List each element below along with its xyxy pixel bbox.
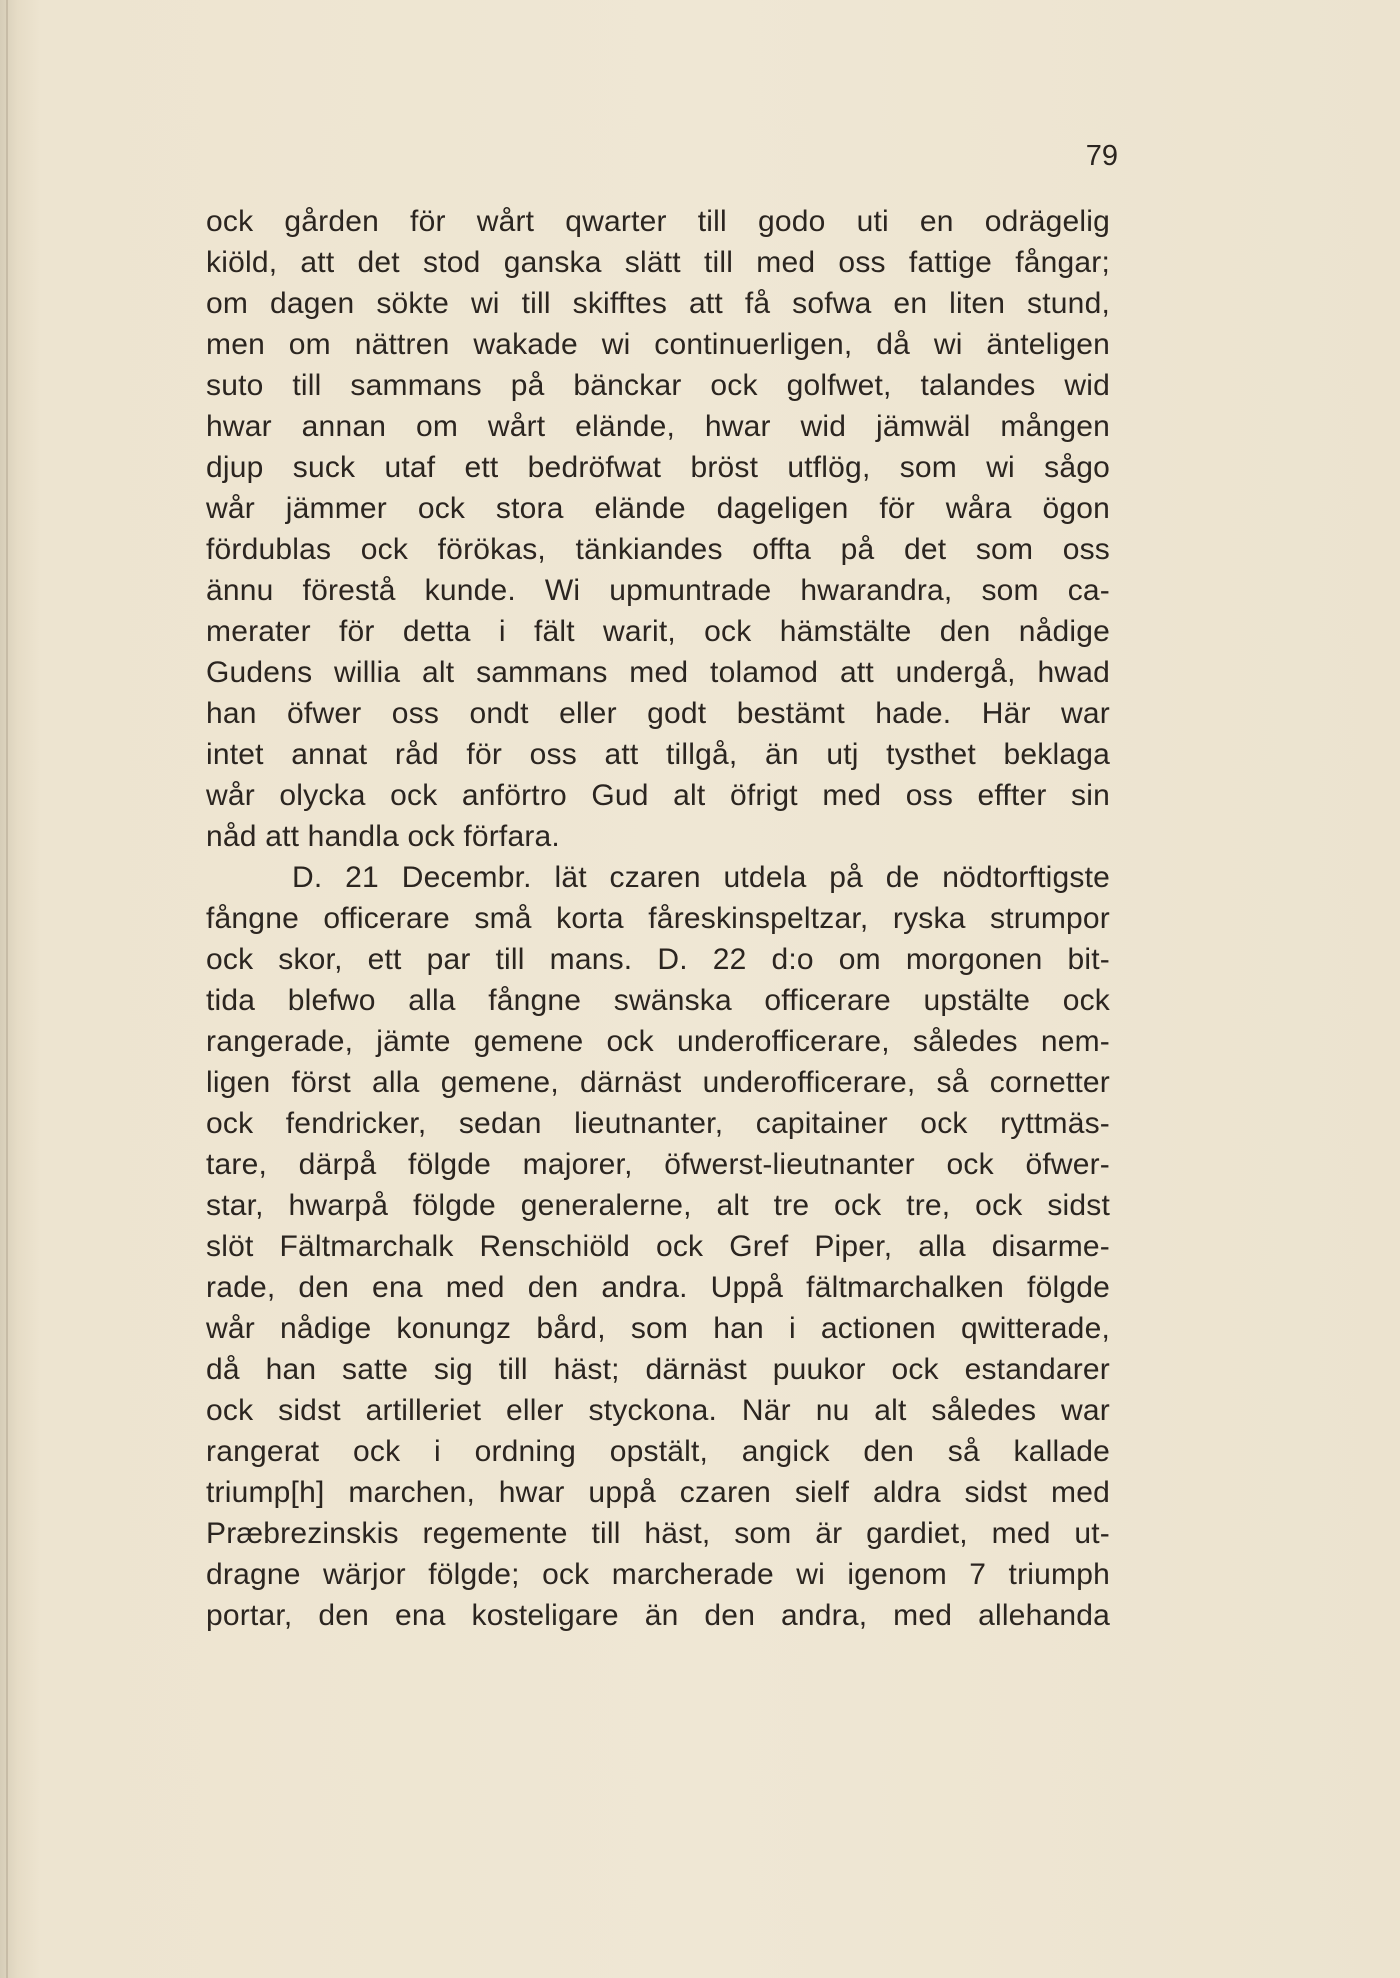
text-line: rangerade, jämte gemene ock underofficerare, således nem-: [206, 1025, 1110, 1058]
text-line: D. 21 Decembr. lät czaren utdela på de nödtorftigste: [292, 861, 1110, 894]
text-line: ännu förestå kunde. Wi upmuntrade hwarandra, som ca-: [206, 574, 1110, 607]
binding-edge: [6, 0, 8, 1978]
text-line: djup suck utaf ett bedröfwat bröst utflög, som wi sågo: [206, 451, 1110, 484]
text-line: kiöld, att det stod ganska slätt till med oss fattige fångar;: [206, 246, 1110, 279]
text-line: fördublas ock förökas, tänkiandes offta på det som oss: [206, 533, 1110, 566]
text-line: dragne wärjor fölgde; ock marcherade wi igenom 7 triumph: [206, 1558, 1110, 1591]
text-line: rade, den ena med den andra. Uppå fältmarchalken fölgde: [206, 1271, 1110, 1304]
text-line: men om nättren wakade wi continuerligen, då wi änteligen: [206, 328, 1110, 361]
text-line: wår nådige konungz bård, som han i actionen qwitterade,: [206, 1312, 1110, 1345]
text-line: ock skor, ett par till mans. D. 22 d:o om morgonen bit-: [206, 943, 1110, 976]
text-line: nåd att handla ock förfara.: [206, 820, 560, 853]
text-line: suto till sammans på bänckar ock golfwet, talandes wid: [206, 369, 1110, 402]
text-line: fångne officerare små korta fåreskinspeltzar, ryska strumpor: [206, 902, 1110, 935]
text-line: ock sidst artilleriet eller styckona. När nu alt således war: [206, 1394, 1110, 1427]
text-line: ock gården för wårt qwarter till godo uti en odrägelig: [206, 205, 1110, 238]
text-line: intet annat råd för oss att tillgå, än utj tysthet beklaga: [206, 738, 1110, 771]
text-line: Gudens willia alt sammans med tolamod att undergå, hwad: [206, 656, 1110, 689]
text-line: rangerat ock i ordning opstält, angick den så kallade: [206, 1435, 1110, 1468]
text-line: star, hwarpå fölgde generalerne, alt tre ock tre, ock sidst: [206, 1189, 1110, 1222]
text-line: Præbrezinskis regemente till häst, som är gardiet, med ut-: [206, 1517, 1110, 1550]
text-line: portar, den ena kosteligare än den andra, med allehanda: [206, 1599, 1110, 1632]
text-line: merater för detta i fält warit, ock hämstälte den nådige: [206, 615, 1110, 648]
text-line: om dagen sökte wi till skifftes att få sofwa en liten stund,: [206, 287, 1110, 320]
text-line: triump[h] marchen, hwar uppå czaren sielf aldra sidst med: [206, 1476, 1110, 1509]
text-line: wår jämmer ock stora elände dageligen för wåra ögon: [206, 492, 1110, 525]
text-line: ock fendricker, sedan lieutnanter, capitainer ock ryttmäs-: [206, 1107, 1110, 1140]
text-line: wår olycka ock anförtro Gud alt öfrigt med oss effter sin: [206, 779, 1110, 812]
text-line: tida blefwo alla fångne swänska officerare upstälte ock: [206, 984, 1110, 1017]
text-line: tare, därpå fölgde majorer, öfwerst-lieutnanter ock öfwer-: [206, 1148, 1110, 1181]
text-line: han öfwer oss ondt eller godt bestämt hade. Här war: [206, 697, 1110, 730]
text-line: ligen först alla gemene, därnäst underofficerare, så cornetter: [206, 1066, 1110, 1099]
text-line: då han satte sig till häst; därnäst puukor ock estandarer: [206, 1353, 1110, 1386]
text-line: slöt Fältmarchalk Renschiöld ock Gref Piper, alla disarme-: [206, 1230, 1110, 1263]
body-text: [206, 201, 1110, 1636]
page-number: 79: [1085, 140, 1118, 172]
text-line: hwar annan om wårt elände, hwar wid jämwäl mången: [206, 410, 1110, 443]
